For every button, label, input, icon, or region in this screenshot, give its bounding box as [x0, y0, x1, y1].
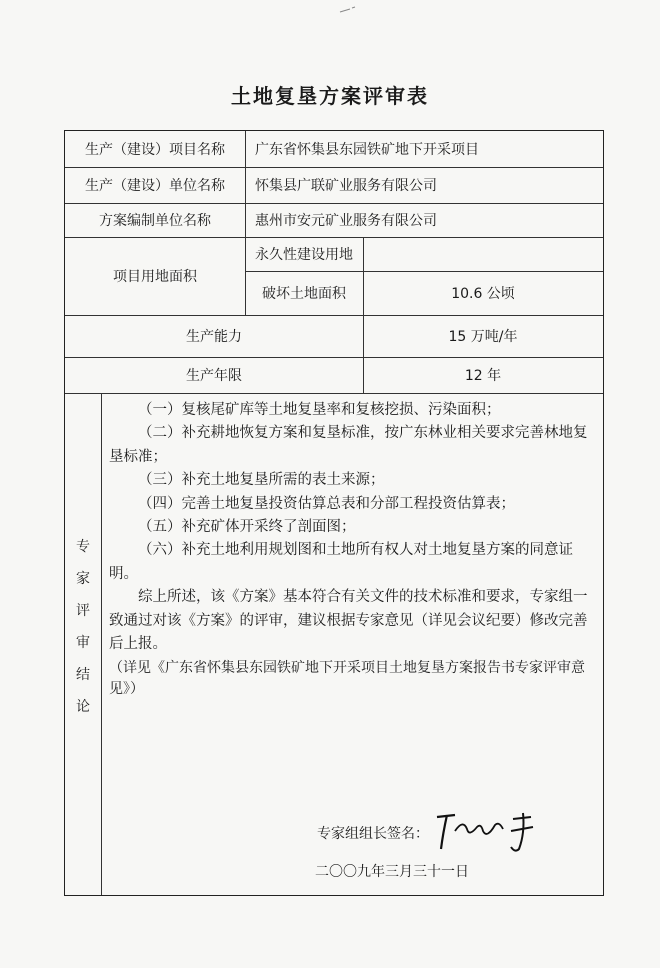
permanent-land-label: 永久性建设用地 [255, 247, 353, 263]
years-value: 12 年 [464, 368, 502, 384]
side-char: 家 [76, 571, 90, 587]
page-title: 土地复垦方案评审表 [231, 84, 429, 108]
signature-label: 专家组组长签名： [317, 826, 429, 842]
side-char: 审 [76, 635, 90, 651]
permanent-land-value [363, 237, 603, 271]
side-char: 结 [76, 667, 90, 683]
compiler-label: 方案编制单位名称 [99, 213, 211, 229]
years-label: 生产年限 [186, 368, 242, 384]
compiler-value: 惠州市安元矿业服务有限公司 [255, 213, 437, 229]
side-char: 评 [76, 603, 90, 619]
opinion-item: （五）补充矿体开采终了剖面图； [138, 519, 356, 536]
project-name-value: 广东省怀集县东园铁矿地下开采项目 [255, 142, 479, 158]
opinion-note: （详见《广东省怀集县东园铁矿地下开采项目土地复垦方案报告书专家评审意见》） [109, 660, 585, 698]
review-date: 二〇〇九年三月三十一日 [315, 864, 469, 880]
unit-name-label: 生产（建设）单位名称 [85, 178, 225, 194]
scan-mark [338, 6, 358, 14]
side-char: 论 [76, 699, 90, 715]
opinion-item: （四）完善土地复垦投资估算总表和分部工程投资估算表； [138, 495, 515, 512]
capacity-label: 生产能力 [186, 329, 242, 345]
opinion-summary: 综上所述，该《方案》基本符合有关文件的技术标准和要求，专家组一致通过对该《方案》的评审，建议根据专家意见（详见会议纪要）修改完善后上报。 [109, 589, 588, 653]
expert-opinion [109, 399, 597, 700]
opinion-item: （一）复核尾矿库等土地复垦率和复核挖损、污染面积； [138, 402, 501, 418]
capacity-value: 15 万吨/年 [448, 329, 518, 345]
opinion-item: （六）补充土地利用规划图和土地所有权人对土地复垦方案的同意证明。 [109, 542, 573, 582]
opinion-item: （三）补充土地复垦所需的表土来源； [138, 472, 385, 489]
expert-conclusion-label [69, 531, 97, 723]
signature-image [433, 809, 543, 853]
damaged-land-label: 破坏土地面积 [262, 286, 346, 302]
land-area-label: 项目用地面积 [113, 269, 197, 285]
damaged-land-value: 10.6 公顷 [451, 286, 515, 302]
opinion-item: （二）补充耕地恢复方案和复垦标准，按广东林业相关要求完善林地复垦标准； [109, 425, 588, 465]
review-table [64, 130, 604, 896]
side-char: 专 [76, 539, 90, 555]
unit-name-value: 怀集县广联矿业服务有限公司 [255, 178, 437, 194]
project-name-label: 生产（建设）项目名称 [85, 142, 225, 158]
